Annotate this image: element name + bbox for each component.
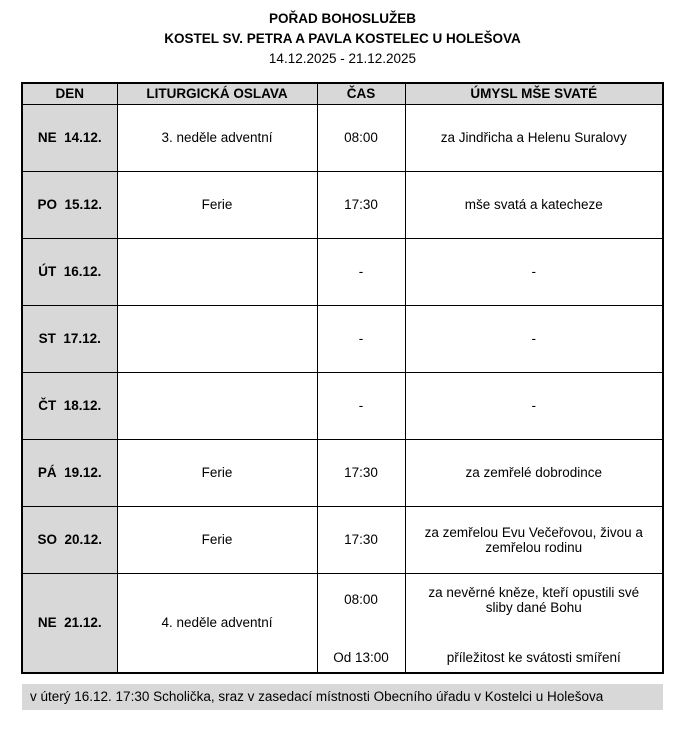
time-cell: 17:30 [317, 171, 405, 238]
celebration-cell [117, 305, 317, 372]
document-header [0, 9, 685, 69]
celebration-cell [117, 238, 317, 305]
table-row [22, 506, 663, 573]
column-header-day: DEN [22, 83, 117, 104]
celebration-cell: 3. neděle adventní [117, 104, 317, 171]
date-range: 14.12.2025 - 21.12.2025 [268, 51, 417, 66]
day-cell: NE 21.12. [22, 573, 117, 673]
time-entry-afternoon: Od 13:00 [333, 649, 389, 665]
table-row [22, 439, 663, 506]
time-cell [317, 573, 405, 673]
church-name: KOSTEL SV. PETRA A PAVLA KOSTELEC U HOLEŠOVA [164, 31, 521, 46]
intention-cell: mše svatá a katecheze [405, 171, 663, 238]
day-cell: ČT 18.12. [22, 372, 117, 439]
celebration-cell: 4. neděle adventní [117, 573, 317, 673]
time-cell: 17:30 [317, 439, 405, 506]
celebration-cell [117, 372, 317, 439]
schedule-title: POŘAD BOHOSLUŽEB [268, 11, 416, 26]
schedule-table [21, 82, 664, 674]
time-cell: - [317, 372, 405, 439]
table-row [22, 238, 663, 305]
time-entry-morning: 08:00 [344, 591, 378, 607]
intention-cell: - [405, 305, 663, 372]
table-row [22, 104, 663, 171]
table-row [22, 573, 663, 673]
column-header-time: ČAS [317, 83, 405, 104]
column-header-celebration: LITURGICKÁ OSLAVA [117, 83, 317, 104]
footer-note: v úterý 16.12. 17:30 Scholička, sraz v zasedací místnosti Obecního úřadu v Kostelci u Holešova [22, 684, 663, 710]
intention-cell: za Jindřicha a Helenu Suralovy [405, 104, 663, 171]
table-header [22, 83, 663, 104]
time-cell: 08:00 [317, 104, 405, 171]
day-cell: NE 14.12. [22, 104, 117, 171]
header-row [22, 83, 663, 104]
table-row [22, 372, 663, 439]
celebration-cell: Ferie [117, 439, 317, 506]
day-cell: ST 17.12. [22, 305, 117, 372]
intention-cell: za zemřelou Evu Večeřovou, živou a zemřelou rodinu [405, 506, 663, 573]
celebration-cell: Ferie [117, 171, 317, 238]
time-cell: - [317, 305, 405, 372]
time-cell: 17:30 [317, 506, 405, 573]
column-header-intention: ÚMYSL MŠE SVATÉ [405, 83, 663, 104]
table-row [22, 305, 663, 372]
intention-cell: - [405, 372, 663, 439]
intention-entry-morning: za nevěrné kněze, kteří opustili své sliby dané Bohu [428, 584, 640, 615]
day-cell: PÁ 19.12. [22, 439, 117, 506]
celebration-cell: Ferie [117, 506, 317, 573]
day-cell: SO 20.12. [22, 506, 117, 573]
time-cell: - [317, 238, 405, 305]
intention-cell: - [405, 238, 663, 305]
intention-entry-afternoon: příležitost ke svátosti smíření [446, 649, 621, 665]
intention-cell: za zemřelé dobrodince [405, 439, 663, 506]
table-row [22, 171, 663, 238]
intention-cell [405, 573, 663, 673]
day-cell: ÚT 16.12. [22, 238, 117, 305]
day-cell: PO 15.12. [22, 171, 117, 238]
